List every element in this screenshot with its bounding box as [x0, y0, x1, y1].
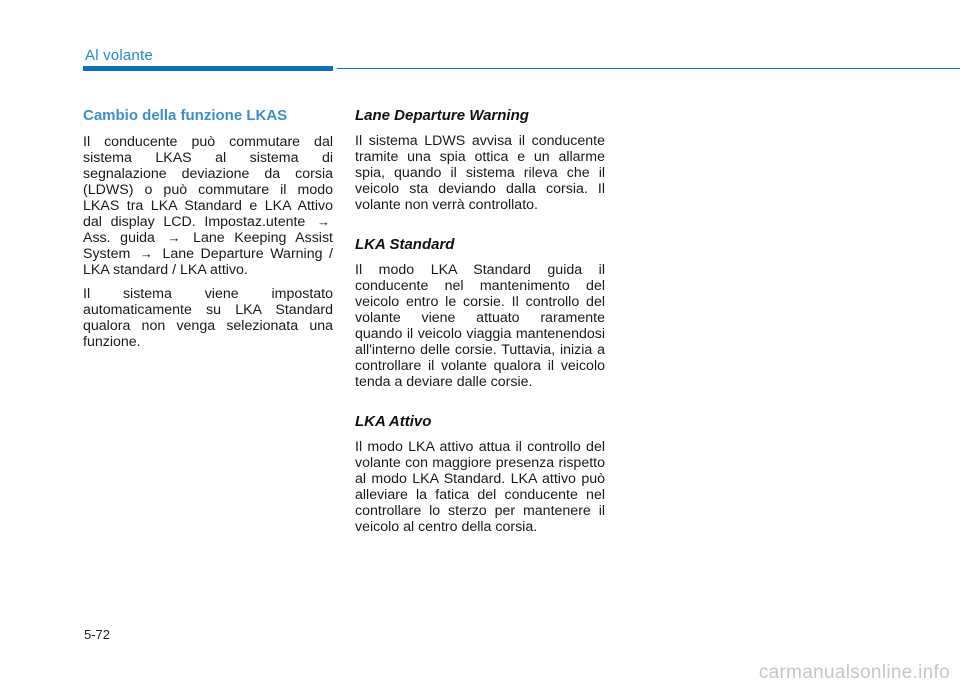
arrow-icon: → [167, 230, 181, 245]
header-rule-thick [83, 66, 333, 71]
page-number: 5-72 [84, 627, 111, 642]
lka-standard-heading: LKA Standard [355, 236, 455, 253]
ldw-heading: Lane Departure Warning [355, 107, 529, 124]
arrow-icon: → [139, 246, 153, 261]
left-column [83, 108, 333, 358]
right-column [355, 108, 605, 543]
lka-attivo-paragraph: Il modo LKA attivo attua il controllo del volante con maggiore presenza rispetto al modo LKA Standard. LKA attivo può alleviare la fatica del conducente nel controllare lo sterzo per mantenere il veicolo al centro della corsia. [355, 439, 605, 535]
lkas-paragraph-2: Il sistema viene impostato automaticamente su LKA Standard qualora non venga selezionata una funzione. [83, 286, 333, 350]
lkas-paragraph-1 [83, 134, 333, 278]
header-rule-thin [337, 68, 960, 69]
lka-attivo-heading: LKA Attivo [355, 413, 432, 430]
lkas-heading: Cambio della funzione LKAS [83, 107, 288, 124]
watermark: carmanualsonline.info [758, 662, 950, 683]
ldw-paragraph: Il sistema LDWS avvisa il conducente tramite una spia ottica e un allarme spia, quando il sistema rileva che il veicolo sta deviando dalla corsia. Il volante non verrà controllato. [355, 133, 605, 213]
lkas-text-b: Ass. guida [83, 230, 155, 246]
lkas-text-c: Lane Keeping Assist System [83, 230, 333, 262]
lkas-text-d: Lane Departure Warning / LKA standard / LKA attivo. [83, 246, 333, 278]
arrow-icon: → [316, 214, 330, 229]
lka-standard-paragraph: Il modo LKA Standard guida il conducente nel mantenimento del veicolo entro le corsie. Il controllo del volante viene attuato raramente quando il veicolo viaggia mantenendosi all'interno delle corsie. Tuttavia, inizia a controllare il volante qualora il veicolo tenda a deviare dalle corsie. [355, 262, 605, 390]
section-title: Al volante [85, 47, 153, 64]
lkas-text-a: Il conducente può commutare dal sistema LKAS al sistema di segnalazione deviazione da corsia (LDWS) o può commutare il modo LKAS tra LKA Standard e LKA Attivo dal display LCD. Impostaz.utente [83, 134, 333, 230]
